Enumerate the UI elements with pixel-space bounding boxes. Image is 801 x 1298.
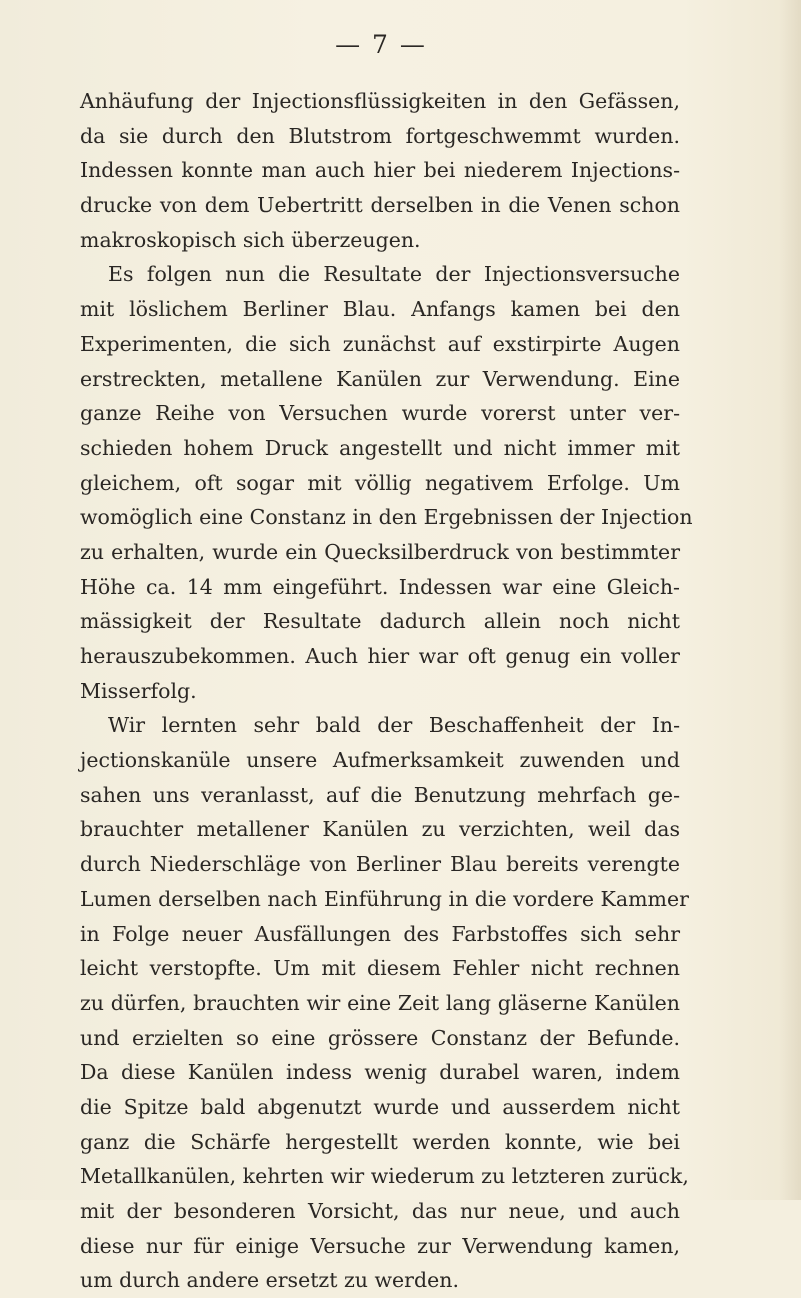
text-line: und erzielten so eine grössere Constanz der Befunde. (80, 1025, 680, 1050)
text-line: in Folge neuer Ausfällungen des Farbstoffes sich sehr (80, 921, 680, 946)
page-edge-shadow (779, 0, 801, 1200)
text-line: ganz die Schärfe hergestellt werden konnte, wie bei (80, 1129, 680, 1154)
text-line: durch Niederschläge von Berliner Blau bereits verengte (80, 852, 680, 877)
text-line: Lumen derselben nach Einführung in die vordere Kammer (80, 886, 689, 911)
text-line: mässigkeit der Resultate dadurch allein noch nicht (80, 609, 680, 634)
text-line: zu dürfen, brauchten wir eine Zeit lang gläserne Kanülen (80, 990, 680, 1015)
text-line: da sie durch den Blutstrom fortgeschwemmt wurden. (80, 123, 680, 148)
text-line: womöglich eine Constanz in den Ergebnissen der Injection (80, 505, 693, 530)
text-line: Experimenten, die sich zunächst auf exstirpirte Augen (80, 331, 680, 356)
text-line: leicht verstopfte. Um mit diesem Fehler nicht rechnen (80, 956, 680, 981)
text-line: makroskopisch sich überzeugen. (80, 227, 421, 252)
text-line: erstreckten, metallene Kanülen zur Verwendung. Eine (80, 366, 680, 391)
text-line: mit der besonderen Vorsicht, das nur neue, und auch (80, 1199, 680, 1223)
text-line: Höhe ca. 14 mm eingeführt. Indessen war eine Gleich- (80, 574, 680, 599)
text-line: um durch andere ersetzt zu werden. (80, 1268, 459, 1293)
text-line: Anhäufung der Injectionsflüssigkeiten in den Gefässen, (80, 89, 680, 113)
text-line: jectionskanüle unsere Aufmerksamkeit zuwenden und (80, 748, 680, 773)
text-line: diese nur für einige Versuche zur Verwendung kamen, (80, 1233, 680, 1258)
text-line: Wir lernten sehr bald der Beschaffenheit der In- (108, 713, 680, 738)
text-line: mit löslichem Berliner Blau. Anfangs kamen bei den (80, 297, 680, 322)
text-line: brauchter metallener Kanülen zu verzichten, weil das (80, 817, 680, 842)
text-line: herauszubekommen. Auch hier war oft genug ein voller (80, 644, 680, 668)
text-line: schieden hohem Druck angestellt und nicht immer mit (80, 435, 680, 460)
text-line: Da diese Kanülen indess wenig durabel waren, indem (80, 1060, 680, 1085)
text-line: sahen uns veranlasst, auf die Benutzung mehrfach ge- (80, 782, 680, 807)
body-text (80, 84, 693, 1298)
text-line: gleichem, oft sogar mit völlig negativem Erfolge. Um (80, 470, 680, 495)
page-number: — 7 — (335, 30, 427, 59)
text-line: Metallkanülen, kehrten wir wiederum zu letzteren zurück, (80, 1164, 689, 1189)
text-line: die Spitze bald abgenutzt wurde und ausserdem nicht (80, 1094, 680, 1119)
text-line: Es folgen nun die Resultate der Injectionsversuche (108, 262, 680, 287)
text-line: zu erhalten, wurde ein Quecksilberdruck von bestimmter (80, 539, 680, 564)
text-line: drucke von dem Uebertritt derselben in die Venen schon (80, 193, 680, 218)
text-line: Indessen konnte man auch hier bei niederem Injections- (80, 158, 680, 183)
text-line: Misserfolg. (80, 678, 197, 703)
text-line: ganze Reihe von Versuchen wurde vorerst unter ver- (80, 401, 680, 426)
